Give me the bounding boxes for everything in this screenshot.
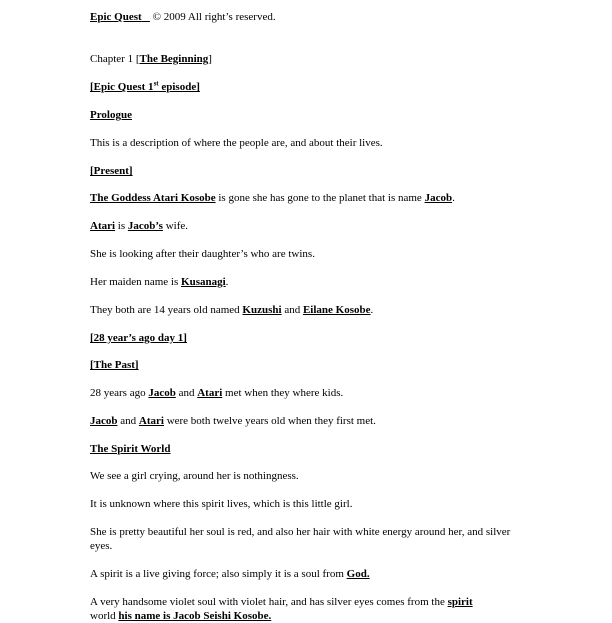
years-ago-heading: [28 year’s ago day 1] [90,332,187,344]
paragraph-met: 28 years ago Jacob and Atari met when they where kids. [90,387,344,399]
paragraph-maiden-name: Her maiden name is Kusanagi. [90,276,229,288]
prologue-heading: Prologue [90,109,132,121]
present-heading: [Present] [90,165,133,177]
prologue-text: This is a description of where the people are, and about their lives. [90,137,383,149]
paragraph-spirit-definition: A spirit is a live giving force; also simply it is a soul from God. [90,568,370,580]
past-heading: [The Past] [90,359,139,371]
paragraph-crying: We see a girl crying, around her is nothingness. [90,470,299,482]
chapter-line: Chapter 1 [The Beginning] [90,53,212,65]
paragraph-violet-soul: A very handsome violet soul with violet hair, and has silver eyes comes from the spirit [90,596,473,608]
chapter-title: The Beginning [139,53,209,65]
header-title: Epic Quest [90,11,142,23]
paragraph-unknown: It is unknown where this spirit lives, which is this little girl. [90,498,353,510]
document-header [90,10,276,24]
paragraph-goddess: The Goddess Atari Kosobe is gone she has gone to the planet that is name Jacob. [90,192,455,204]
copyright-text: © 2009 All right’s reserved. [152,11,276,23]
paragraph-beautiful: She is pretty beautiful her soul is red, and also her hair with white energy around her, and silver eyes. [90,526,511,552]
paragraph-daughters: They both are 14 years old named Kuzushi and Eilane Kosobe. [90,304,374,316]
paragraph-twins: She is looking after their daughter’s who are twins. [90,248,315,260]
spirit-world-heading: The Spirit World [90,443,171,455]
episode-heading: [Epic Quest 1st episode] [90,79,200,93]
paragraph-wife: Atari is Jacob’s wife. [90,220,188,232]
paragraph-twelve: Jacob and Atari were both twelve years old when they first met. [90,415,376,427]
paragraph-violet-soul-line2: world his name is Jacob Seishi Kosobe. [90,610,272,622]
